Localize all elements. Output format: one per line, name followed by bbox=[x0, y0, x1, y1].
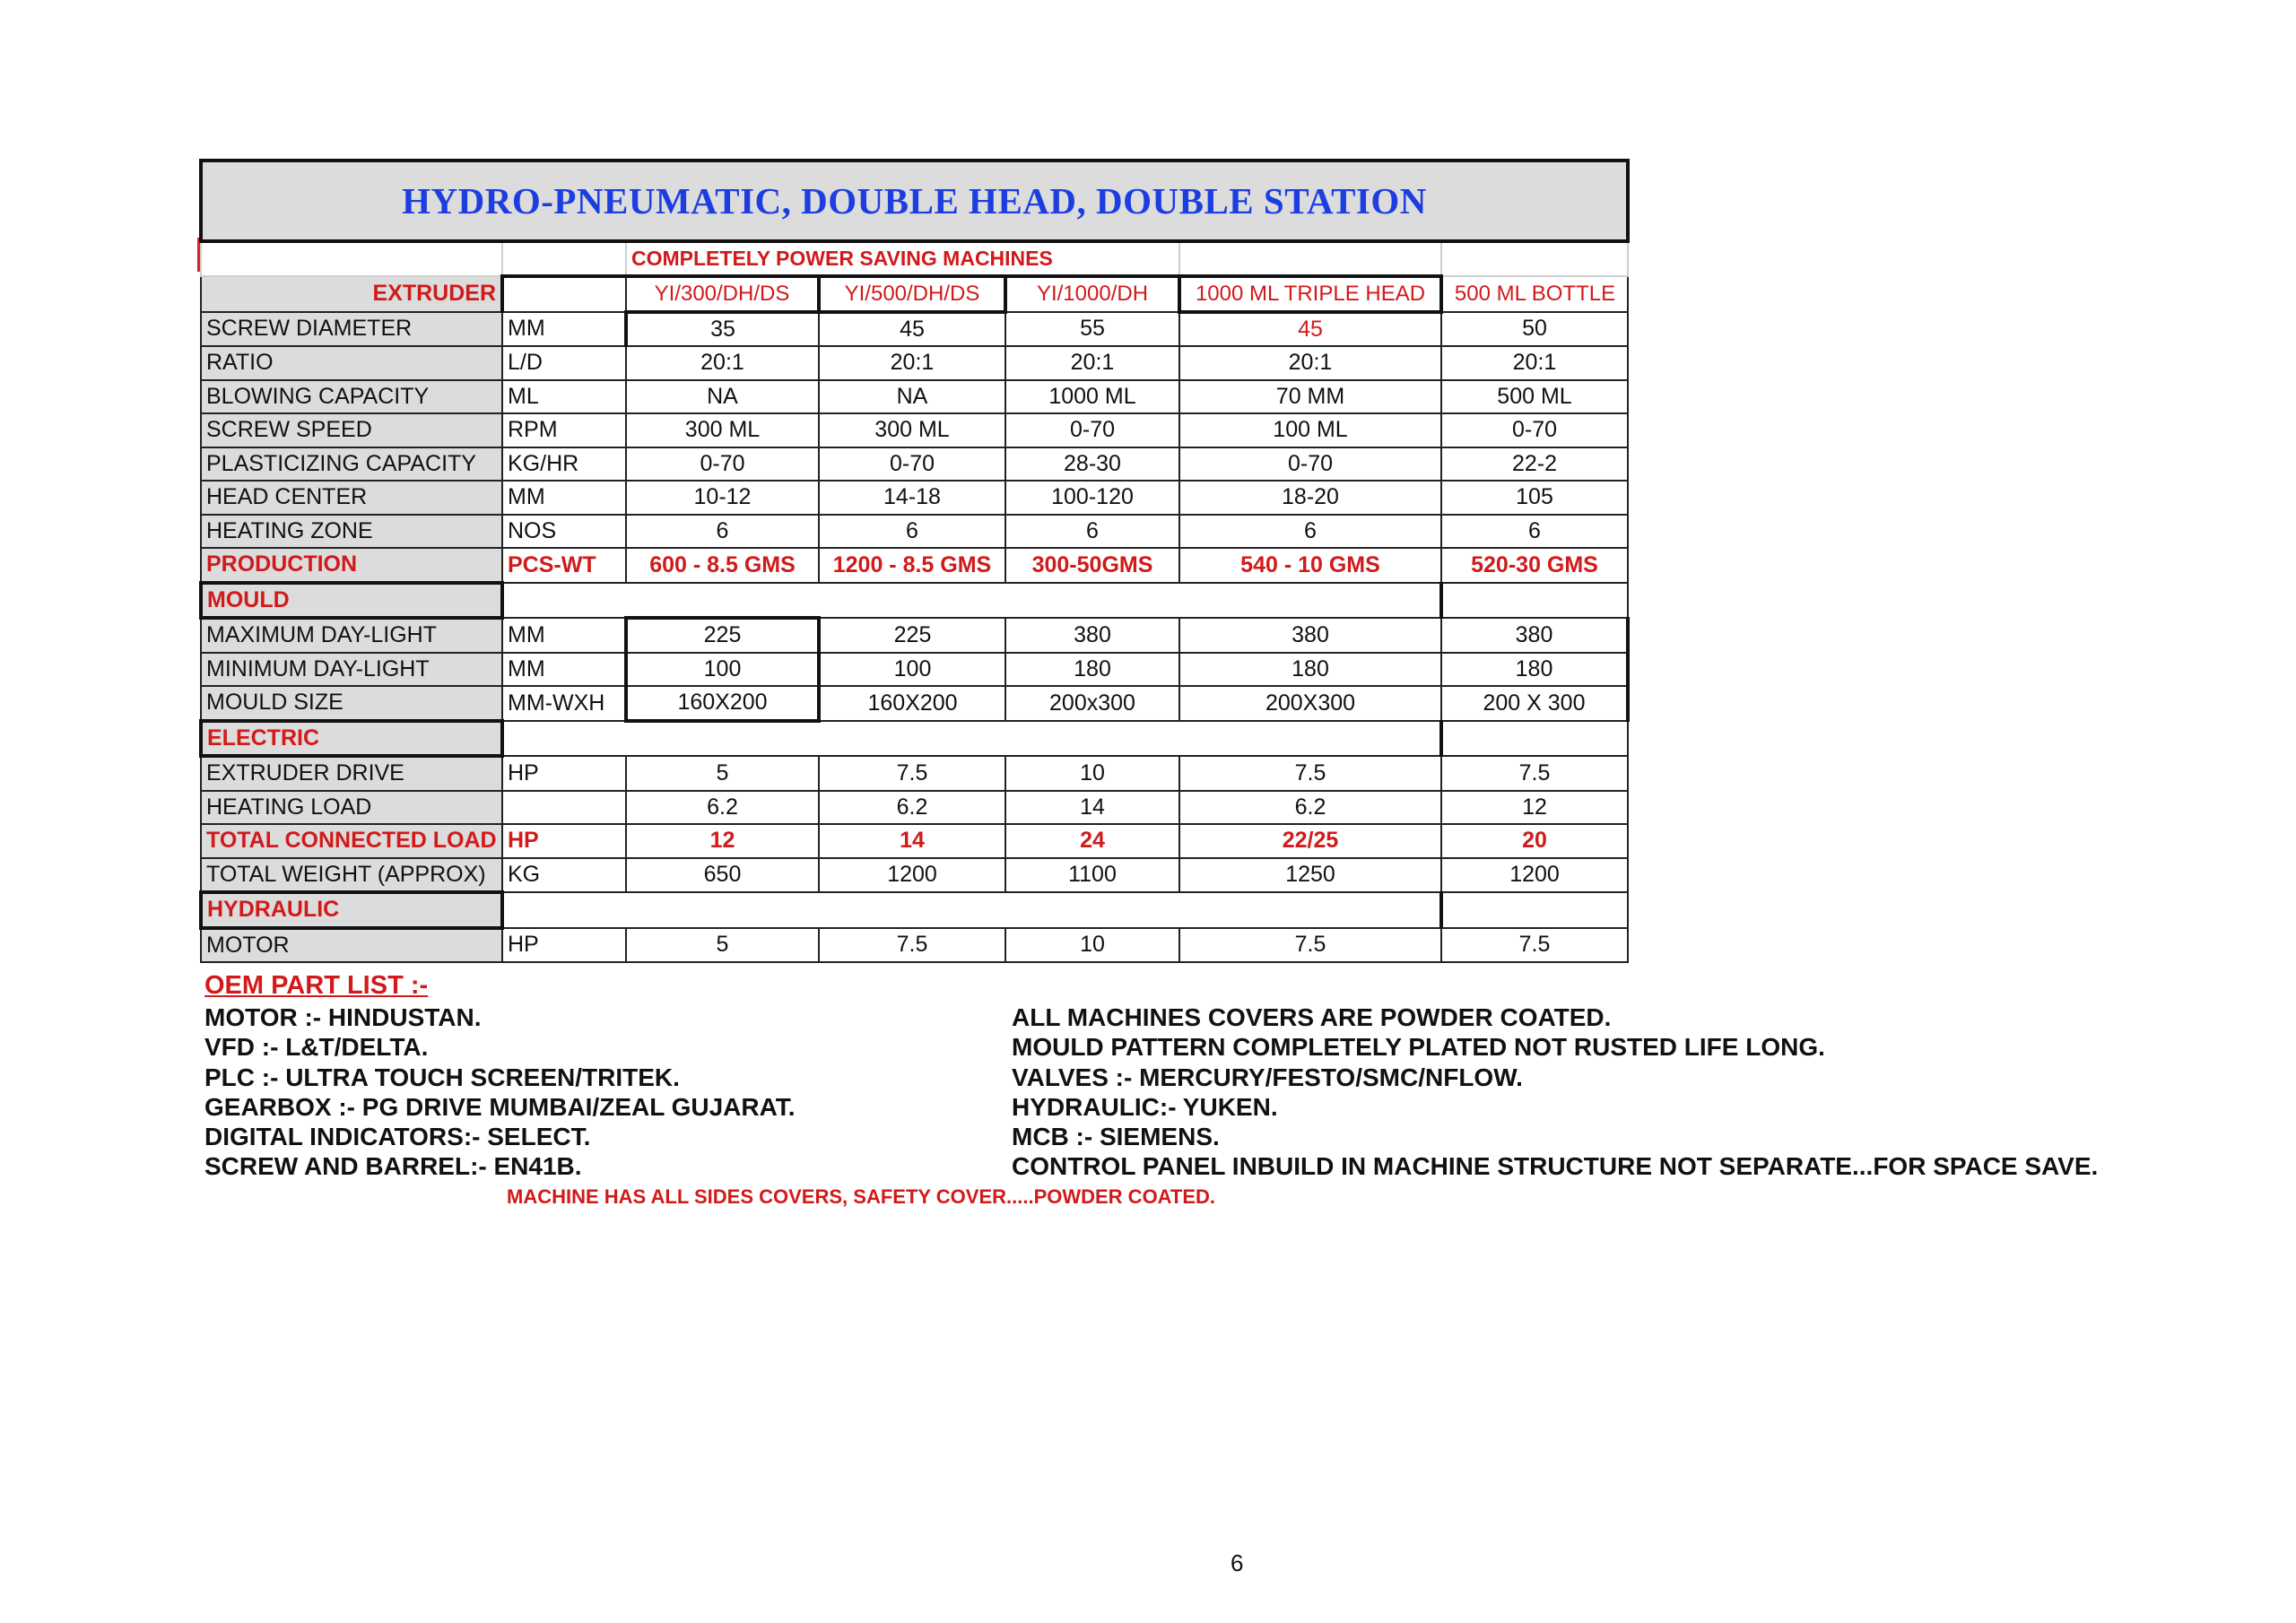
row-label: HEAD CENTER bbox=[201, 481, 502, 515]
value-cell: 380 bbox=[1005, 618, 1179, 653]
oem-part-line: VALVES :- MERCURY/FESTO/SMC/NFLOW. bbox=[1012, 1063, 1523, 1091]
row-label: MINIMUM DAY-LIGHT bbox=[201, 653, 502, 687]
row-label: TOTAL WEIGHT (APPROX) bbox=[201, 858, 502, 893]
value-cell: 12 bbox=[626, 824, 819, 858]
value-cell: 100 bbox=[819, 653, 1005, 687]
oem-part-line: MOTOR :- HINDUSTAN. bbox=[204, 1003, 482, 1031]
mould-row bbox=[201, 686, 1628, 721]
value-cell: 20:1 bbox=[819, 346, 1005, 380]
oem-part-line: PLC :- ULTRA TOUCH SCREEN/TRITEK. bbox=[204, 1063, 680, 1091]
oem-part-line: ALL MACHINES COVERS ARE POWDER COATED. bbox=[1012, 1003, 1612, 1031]
page-number: 6 bbox=[1231, 1549, 1244, 1576]
value-cell: 6.2 bbox=[1179, 791, 1441, 825]
value-cell: 0-70 bbox=[819, 447, 1005, 482]
spec-row bbox=[201, 346, 1628, 380]
value-cell: 70 MM bbox=[1179, 380, 1441, 414]
value-cell: 18-20 bbox=[1179, 481, 1441, 515]
value-cell: 6 bbox=[626, 515, 819, 549]
value-cell: 28-30 bbox=[1005, 447, 1179, 482]
value-cell: 0-70 bbox=[1179, 447, 1441, 482]
total-load-row bbox=[201, 824, 1628, 858]
value-cell: 7.5 bbox=[819, 756, 1005, 791]
value-cell: 14 bbox=[1005, 791, 1179, 825]
value-cell: 6 bbox=[1005, 515, 1179, 549]
value-cell: 6.2 bbox=[819, 791, 1005, 825]
spec-row bbox=[201, 380, 1628, 414]
value-cell: 14-18 bbox=[819, 481, 1005, 515]
section-spacer bbox=[1441, 721, 1628, 757]
value-cell: 7.5 bbox=[1179, 928, 1441, 963]
extruder-label: EXTRUDER bbox=[201, 276, 502, 312]
production-row bbox=[201, 548, 1628, 583]
row-label: SCREW SPEED bbox=[201, 413, 502, 447]
model-header: 500 ML BOTTLE bbox=[1441, 276, 1628, 312]
value-cell: 650 bbox=[626, 858, 819, 893]
value-cell: 600 - 8.5 GMS bbox=[626, 548, 819, 583]
section-label: HYDRAULIC bbox=[201, 892, 502, 928]
row-label: PLASTICIZING CAPACITY bbox=[201, 447, 502, 482]
hydraulic-row bbox=[201, 928, 1628, 963]
value-cell: 7.5 bbox=[1179, 756, 1441, 791]
spec-row bbox=[201, 312, 1628, 347]
model-header: YI/300/DH/DS bbox=[626, 276, 819, 312]
value-cell: 20:1 bbox=[1179, 346, 1441, 380]
value-cell: 300-50GMS bbox=[1005, 548, 1179, 583]
value-cell: 380 bbox=[1179, 618, 1441, 653]
value-cell: 300 ML bbox=[819, 413, 1005, 447]
value-cell: 6 bbox=[1179, 515, 1441, 549]
section-spacer bbox=[502, 583, 1441, 619]
value-cell: 1100 bbox=[1005, 858, 1179, 893]
spec-table bbox=[199, 159, 1630, 963]
electric-row bbox=[201, 756, 1628, 791]
section-label: MOULD bbox=[201, 583, 502, 619]
value-cell: 105 bbox=[1441, 481, 1628, 515]
footer-note: MACHINE HAS ALL SIDES COVERS, SAFETY COVER.....POWDER COATED. bbox=[507, 1185, 1216, 1208]
row-unit: MM-WXH bbox=[502, 686, 626, 721]
value-cell: 100 ML bbox=[1179, 413, 1441, 447]
value-cell: 225 bbox=[626, 618, 819, 653]
value-cell: 200X300 bbox=[1179, 686, 1441, 721]
row-unit: MM bbox=[502, 481, 626, 515]
row-unit: HP bbox=[502, 824, 626, 858]
row-unit: RPM bbox=[502, 413, 626, 447]
value-cell: 22-2 bbox=[1441, 447, 1628, 482]
value-cell: 10-12 bbox=[626, 481, 819, 515]
oem-left-list bbox=[204, 1002, 796, 1182]
row-unit: KG bbox=[502, 858, 626, 893]
row-unit: L/D bbox=[502, 346, 626, 380]
section-label: ELECTRIC bbox=[201, 721, 502, 757]
oem-part-line: SCREW AND BARREL:- EN41B. bbox=[204, 1152, 582, 1181]
value-cell: 200 X 300 bbox=[1441, 686, 1628, 721]
spec-table-body bbox=[201, 161, 1628, 962]
section-spacer bbox=[1441, 583, 1628, 619]
model-header: YI/1000/DH bbox=[1005, 276, 1179, 312]
value-cell: 55 bbox=[1005, 312, 1179, 347]
model-header: YI/500/DH/DS bbox=[819, 276, 1005, 312]
value-cell: 6 bbox=[819, 515, 1005, 549]
value-cell: 10 bbox=[1005, 928, 1179, 963]
row-unit: PCS-WT bbox=[502, 548, 626, 583]
value-cell: NA bbox=[819, 380, 1005, 414]
row-unit bbox=[502, 791, 626, 825]
title-row bbox=[201, 161, 1628, 241]
value-cell: 24 bbox=[1005, 824, 1179, 858]
total-weight-row bbox=[201, 858, 1628, 893]
value-cell: 7.5 bbox=[1441, 928, 1628, 963]
value-cell: 10 bbox=[1005, 756, 1179, 791]
value-cell: 7.5 bbox=[1441, 756, 1628, 791]
spec-row bbox=[201, 413, 1628, 447]
row-label: EXTRUDER DRIVE bbox=[201, 756, 502, 791]
value-cell: 540 - 10 GMS bbox=[1179, 548, 1441, 583]
value-cell: 0-70 bbox=[1441, 413, 1628, 447]
value-cell: 180 bbox=[1179, 653, 1441, 687]
oem-part-line: MCB :- SIEMENS. bbox=[1012, 1123, 1220, 1151]
value-cell: 20:1 bbox=[626, 346, 819, 380]
value-cell: 5 bbox=[626, 756, 819, 791]
value-cell: 45 bbox=[819, 312, 1005, 347]
row-label: MAXIMUM DAY-LIGHT bbox=[201, 618, 502, 653]
spec-row bbox=[201, 447, 1628, 482]
value-cell: 180 bbox=[1005, 653, 1179, 687]
oem-part-line: CONTROL PANEL INBUILD IN MACHINE STRUCTURE NOT SEPARATE...FOR SPACE SAVE. bbox=[1012, 1152, 2099, 1181]
value-cell: 1200 bbox=[1441, 858, 1628, 893]
section-spacer bbox=[1441, 892, 1628, 928]
value-cell: 0-70 bbox=[1005, 413, 1179, 447]
hydraulic-section bbox=[201, 892, 1628, 928]
model-header: 1000 ML TRIPLE HEAD bbox=[1179, 276, 1441, 312]
value-cell: 500 ML bbox=[1441, 380, 1628, 414]
value-cell: 5 bbox=[626, 928, 819, 963]
value-cell: 35 bbox=[626, 312, 819, 347]
value-cell: 20:1 bbox=[1005, 346, 1179, 380]
value-cell: 6 bbox=[1441, 515, 1628, 549]
oem-part-list-title: OEM PART LIST :- bbox=[204, 971, 429, 1000]
oem-part-line: VFD :- L&T/DELTA. bbox=[204, 1033, 429, 1062]
value-cell: 225 bbox=[819, 618, 1005, 653]
row-label: PRODUCTION bbox=[201, 548, 502, 583]
row-unit: ML bbox=[502, 380, 626, 414]
value-cell: 1200 - 8.5 GMS bbox=[819, 548, 1005, 583]
value-cell: 22/25 bbox=[1179, 824, 1441, 858]
electric-row bbox=[201, 791, 1628, 825]
value-cell: 100-120 bbox=[1005, 481, 1179, 515]
page-title: HYDRO-PNEUMATIC, DOUBLE HEAD, DOUBLE STATION bbox=[201, 161, 1628, 241]
header-unit-cell bbox=[502, 276, 626, 312]
banner-row bbox=[201, 241, 1628, 276]
value-cell: 380 bbox=[1441, 618, 1628, 653]
oem-part-line: MOULD PATTERN COMPLETELY PLATED NOT RUSTED LIFE LONG. bbox=[1012, 1033, 1825, 1062]
value-cell: 0-70 bbox=[626, 447, 819, 482]
oem-right-list bbox=[1012, 1002, 2098, 1182]
row-unit: MM bbox=[502, 618, 626, 653]
oem-part-line: DIGITAL INDICATORS:- SELECT. bbox=[204, 1123, 591, 1151]
row-label: HEATING LOAD bbox=[201, 791, 502, 825]
row-unit: NOS bbox=[502, 515, 626, 549]
value-cell: 20 bbox=[1441, 824, 1628, 858]
spec-row bbox=[201, 515, 1628, 549]
value-cell: 200x300 bbox=[1005, 686, 1179, 721]
value-cell: 100 bbox=[626, 653, 819, 687]
value-cell: 1250 bbox=[1179, 858, 1441, 893]
value-cell: 14 bbox=[819, 824, 1005, 858]
value-cell: 6.2 bbox=[626, 791, 819, 825]
value-cell: 160X200 bbox=[819, 686, 1005, 721]
value-cell: 160X200 bbox=[626, 686, 819, 721]
value-cell: 50 bbox=[1441, 312, 1628, 347]
mould-section bbox=[201, 583, 1628, 619]
row-label: HEATING ZONE bbox=[201, 515, 502, 549]
row-label: RATIO bbox=[201, 346, 502, 380]
spec-row bbox=[201, 481, 1628, 515]
value-cell: 520-30 GMS bbox=[1441, 548, 1628, 583]
row-label: BLOWING CAPACITY bbox=[201, 380, 502, 414]
section-spacer bbox=[502, 721, 1441, 757]
row-label: SCREW DIAMETER bbox=[201, 312, 502, 347]
value-cell: 45 bbox=[1179, 312, 1441, 347]
electric-section bbox=[201, 721, 1628, 757]
row-label: MOTOR bbox=[201, 928, 502, 963]
row-label: TOTAL CONNECTED LOAD bbox=[201, 824, 502, 858]
value-cell: 180 bbox=[1441, 653, 1628, 687]
value-cell: 1000 ML bbox=[1005, 380, 1179, 414]
row-unit: MM bbox=[502, 312, 626, 347]
value-cell: 7.5 bbox=[819, 928, 1005, 963]
row-unit: HP bbox=[502, 928, 626, 963]
oem-part-line: GEARBOX :- PG DRIVE MUMBAI/ZEAL GUJARAT. bbox=[204, 1092, 796, 1121]
row-label: MOULD SIZE bbox=[201, 686, 502, 721]
value-cell: 1200 bbox=[819, 858, 1005, 893]
value-cell: 12 bbox=[1441, 791, 1628, 825]
value-cell: 20:1 bbox=[1441, 346, 1628, 380]
section-spacer bbox=[502, 892, 1441, 928]
oem-part-line: HYDRAULIC:- YUKEN. bbox=[1012, 1092, 1278, 1121]
value-cell: NA bbox=[626, 380, 819, 414]
row-unit: HP bbox=[502, 756, 626, 791]
row-unit: KG/HR bbox=[502, 447, 626, 482]
mould-row bbox=[201, 618, 1628, 653]
mould-row bbox=[201, 653, 1628, 687]
row-unit: MM bbox=[502, 653, 626, 687]
value-cell: 300 ML bbox=[626, 413, 819, 447]
banner-text: COMPLETELY POWER SAVING MACHINES bbox=[626, 241, 1179, 276]
model-header-row bbox=[201, 276, 1628, 312]
